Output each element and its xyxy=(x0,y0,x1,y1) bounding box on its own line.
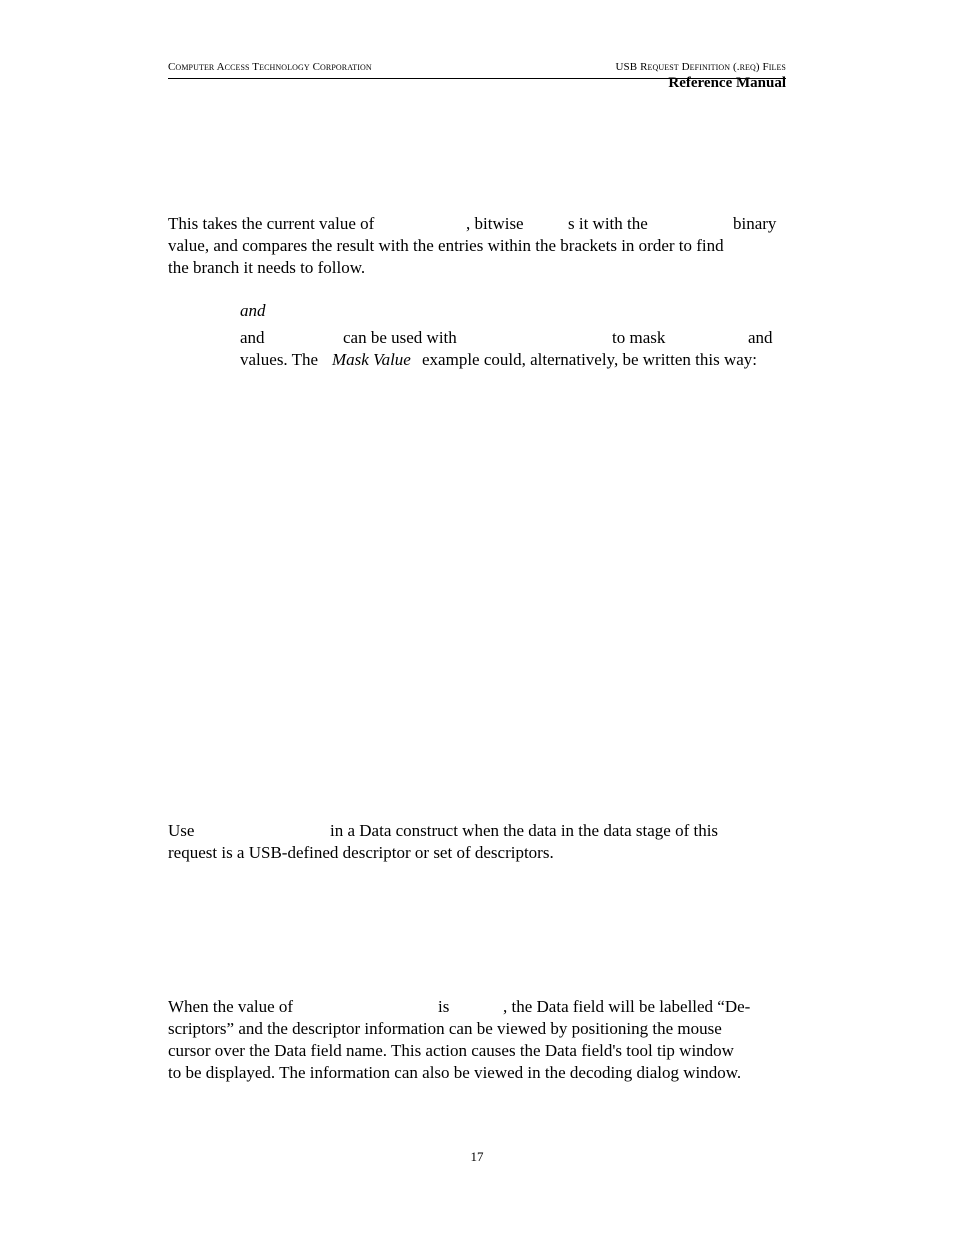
paragraph-descriptors xyxy=(168,996,782,1084)
text-fragment: in a Data construct when the data in the data stage of this xyxy=(330,821,719,840)
text-fragment: the branch it needs to follow. xyxy=(168,258,366,277)
text-fragment: request is a USB-defined descriptor or set of descriptors. xyxy=(168,843,554,862)
header-company: Computer Access Technology Corporation xyxy=(168,61,372,73)
text-line xyxy=(168,1040,782,1062)
paragraph-data-construct xyxy=(168,820,782,864)
text-line xyxy=(168,820,782,842)
text-fragment: and xyxy=(748,328,773,347)
text-line xyxy=(168,257,782,279)
note-italic-and: and xyxy=(240,301,266,320)
text-line xyxy=(240,327,786,349)
header-doc-title: USB Request Definition (.req) Files xyxy=(615,61,786,73)
text-line xyxy=(240,349,786,371)
text-fragment: scriptors” and the descriptor information can be viewed by positioning the mouse xyxy=(168,1019,722,1038)
text-fragment: , bitwise xyxy=(466,214,524,233)
text-line xyxy=(168,1062,782,1084)
text-fragment: to mask xyxy=(612,328,666,347)
text-line xyxy=(168,842,782,864)
header-subtitle: Reference Manual xyxy=(668,75,786,91)
text-fragment: values. The xyxy=(240,350,319,369)
paragraph-mask-explanation xyxy=(168,213,782,279)
text-fragment: Use xyxy=(168,821,195,840)
text-fragment: and xyxy=(240,328,265,347)
text-fragment: This takes the current value of xyxy=(168,214,375,233)
page-number: 17 xyxy=(470,1149,484,1164)
text-fragment: value, and compares the result with the entries within the brackets in order to find xyxy=(168,236,724,255)
text-fragment: to be displayed. The information can also be viewed in the decoding dialog window. xyxy=(168,1063,742,1082)
text-fragment: cursor over the Data field name. This action causes the Data field's tool tip window xyxy=(168,1041,734,1060)
text-fragment: When the value of xyxy=(168,997,294,1016)
text-fragment: can be used with xyxy=(343,328,457,347)
note-block xyxy=(240,300,786,371)
note-heading-line xyxy=(240,300,786,322)
text-fragment: example could, alternatively, be written this way: xyxy=(422,350,758,369)
text-fragment: s it with the xyxy=(568,214,648,233)
text-fragment: binary xyxy=(733,214,777,233)
text-fragment: is xyxy=(438,997,450,1016)
text-line xyxy=(168,996,782,1018)
text-line xyxy=(168,213,782,235)
text-fragment: , the Data field will be labelled “De- xyxy=(503,997,751,1016)
text-line xyxy=(168,235,782,257)
text-fragment-italic: Mask Value xyxy=(332,350,411,369)
text-line xyxy=(168,1018,782,1040)
